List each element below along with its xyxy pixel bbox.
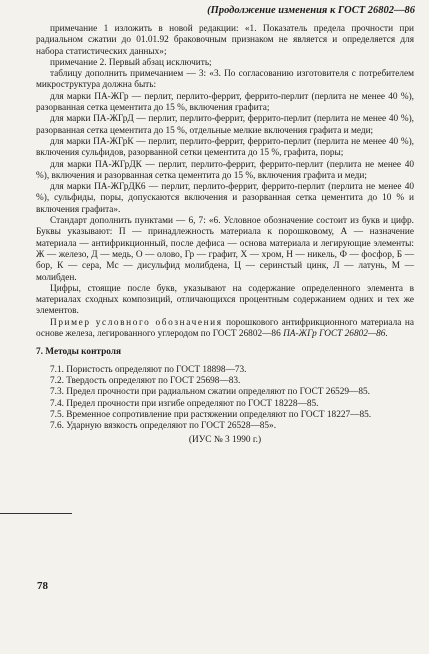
paragraph-note-2: примечание 2. Первый абзац исключить;: [50, 57, 212, 68]
example-spaced-text: Пример условного обозначения: [50, 317, 223, 328]
paragraph-grade-pa-zhgr: для марки ПА-ЖГр — перлит, перлито-феррит, феррито-перлит (перлита не менее 40 %), разорванная сетка цементита до 15 %, включения графита;: [36, 91, 414, 114]
paragraph-table-note: таблицу дополнить примечанием — 3: «3. По согласованию изготовителя с потребителем микроструктура должна быть:: [36, 69, 414, 91]
clause-7-4: 7.4. Предел прочности при изгибе определяют по ГОСТ 18228—85.: [50, 398, 319, 409]
clause-7-3: 7.3. Предел прочности при радиальном сжатии определяют по ГОСТ 26529—85.: [50, 387, 370, 398]
clause-7-6: 7.6. Ударную вязкость определяют по ГОСТ 26528—85».: [50, 421, 277, 432]
paragraph-grade-pa-zhgrd: для марки ПА-ЖГрД — перлит, перлито-феррит, феррито-перлит (перлита не менее 40 %), разорванная сетка цементита до 15 %, отдельные мелкие включения графита и меди;: [36, 114, 414, 136]
continuation-header: (Продолжение изменения к ГОСТ 26802—86: [207, 5, 415, 16]
paragraph-designation: Стандарт дополнить пунктами — 6, 7: «6. Условное обозначение состоит из букв и цифр. Буквы указывают: П — принадлежность материала к порошковому, А — назначение материала — антифрикционный, после дефиса — основа материала и легирующие элементы: Ж — железо, Д — медь, О — олово, Гр — графит, Х — хром, Н — никель, Ф — фосфор, Б — бор, К — сера, Мс — дисульфид молибдена, Ц — серинстый цинк, Л — латунь, М — молибден.: [36, 216, 414, 283]
page-number: 78: [37, 580, 48, 592]
document-body: [36, 24, 414, 447]
paragraph-grade-pa-zhgrdk: для марки ПА-ЖГрДК — перлит, перлито-феррит, феррито-перлит (перлита не менее 40 %), включения и разорванная сетка цементита до 15 %, включения графита и меди;: [36, 159, 414, 181]
paragraph-grade-pa-zhgrdk6: для марки ПА-ЖГрДК6 — перлит, перлито-феррит, феррито-перлит (перлита не менее 40 %), сульфиды, поры, допускаются включения и разорванная сетка цементита до 10 % и включения графита».: [36, 182, 414, 215]
issue-reference: (ИУС № 3 1990 г.): [188, 435, 262, 446]
paragraph-digits: Цифры, стоящие после букв, указывают на содержание определенного элемента в материалах сходных композиций, отличающихся процентным содержанием одних и тех же элементов.: [36, 283, 414, 317]
paragraph-example: [36, 318, 414, 341]
clause-7-5: 7.5. Временное сопротивление при растяжении определяют по ГОСТ 18227—85.: [50, 409, 372, 420]
example-text: порошкового антифрикционного материала на основе железа, легированного углеродом по ГОСТ 26802—86: [36, 317, 414, 340]
paragraph-grade-pa-zhgrk: для марки ПА-ЖГрК — перлит, перлито-феррит, феррито-перлит (перлита не менее 40 %), включения сульфидов, разорванной сетки цементита до 15 %, графита, поры;: [36, 136, 414, 159]
scan-artifact-line: [0, 513, 72, 514]
clause-7-1: 7.1. Пористость определяют по ГОСТ 18898—73.: [50, 364, 247, 375]
section-title: 7. Методы контроля: [36, 347, 122, 358]
example-designation: ПА-ЖГр ГОСТ 26802—86.: [283, 329, 388, 340]
clause-7-2: 7.2. Твердость определяют по ГОСТ 25698—83.: [50, 375, 241, 386]
paragraph-note-1: примечание 1 изложить в новой редакции: «1. Показатель предела прочности при радиальном сжатии до 01.01.92 браковочным признаком не является и определяется для набора статистических данных»;: [36, 24, 414, 57]
